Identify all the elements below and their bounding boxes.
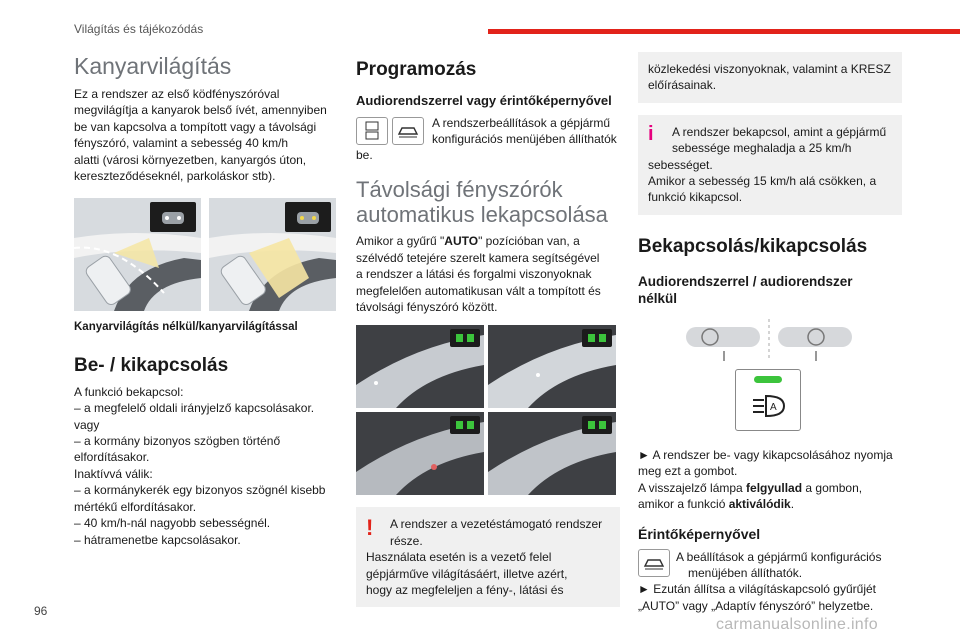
- warning-note-continued: közlekedési viszonyoknak, valamint a KRESZ előírásainak.: [638, 52, 902, 103]
- headlight-indicator-badge: [150, 202, 196, 232]
- control-illustration: [638, 313, 902, 445]
- cornering-illustrations: [74, 198, 336, 311]
- paragraph-kanyarvilagitas: Ez a rendszer az első ködfényszóróval megvilágítja a kanyarok belső ívét, amennyiben be van kapcsolva a tompított vagy a távolsági fényszóró, valamint a sebesség 40 km/h alatti (városi környezetben, kanyargós úton, kereszteződéseknél, parkoláskor stb).: [74, 87, 327, 184]
- touchscreen-row: A beállítások a gépjármű konfigurációs menüjében állíthatók.: [638, 549, 902, 581]
- beam-indicator-icon: [450, 329, 480, 347]
- car-settings-icon: [638, 549, 670, 577]
- heading-tavolsagi-fenyszorok: Távolsági fényszórók automatikus lekapcsolása: [356, 177, 608, 228]
- warning-note: ! A rendszer a vezetéstámogató rendszer része. Használata esetén is a vezető felel gépjárműve világításáért, illetve azért, hogy az megfeleljen a fény-, látási és: [356, 507, 620, 607]
- column-1: [74, 52, 336, 548]
- illustration-caption: Kanyarvilágítás nélkül/kanyarvilágítással: [74, 321, 298, 334]
- illustration-high-beam-4: [488, 412, 616, 495]
- header-accent-bar: [488, 29, 960, 34]
- page-number: 96: [34, 604, 48, 618]
- running-header: Világítás és tájékozódás: [74, 22, 204, 36]
- heading-audiorendszer-erintokepernyo: Audiorendszerrel vagy érintőképernyővel: [356, 93, 612, 108]
- programming-row: A rendszerbeállítások a gépjármű konfigurációs menüjében állíthatók: [356, 115, 620, 147]
- heading-bekapcsolas-kikapcsolas: Bekapcsolás/kikapcsolás: [638, 235, 868, 257]
- heading-erintokepernyovel: Érintőképernyővel: [638, 526, 761, 543]
- car-settings-icon: [392, 117, 424, 145]
- heading-programozas: Programozás: [356, 59, 477, 80]
- illustration-high-beam-2: [488, 325, 616, 408]
- info-icon: i: [648, 122, 654, 145]
- warning-icon: !: [366, 515, 374, 541]
- illustration-with-cornering-light: [209, 198, 336, 311]
- column-3: közlekedési viszonyoknak, valamint a KRESZ előírásainak. i A rendszer bekapcsol, amint a gépjármű sebessége meghaladja a 25 km/h sebességet. Amikor a sebesség 15 km/h alá csökken, a funkció kikapcsol. Bekapcsolás/kikapcsolás Audiorendszerrel / audiorendszer nélkül A ► A rendszer be- vagy kikapcsolásához nyomja meg ezt a gombot. A visszajelző lámpa felgyullad a gombon, amikor a funkció aktiválódik. Érintőképernyővel A beállítások a gépjármű konfigurációs menüjében állíthatók. ► Ezután állítsa a világításkapcsoló gyűrűjét „AUTO” vagy „Adaptív fényszóró” helyzetbe.: [638, 52, 902, 614]
- beam-indicator-icon: [582, 329, 612, 347]
- heading-be-kikapcsolas: Be- / kikapcsolás: [74, 354, 229, 376]
- auto-headlamp-icon: [736, 370, 802, 432]
- beam-indicator-icon: [582, 416, 612, 434]
- heading-audiorendszerrel: Audiorendszerrel / audiorendszer nélkül: [638, 273, 853, 306]
- heading-kanyarvilagitas: Kanyarvilágítás: [74, 53, 232, 79]
- audio-system-icon: [356, 117, 388, 145]
- paragraph-tavolsagi: Amikor a gyűrű "AUTO" pozícióban van, a szélvédő tetejére szerelt kamera segítségével a rendszer a látási és forgalmi viszonyoknak megfelelően automatikusan vált a tompított és távolsági fényszóró között.: [356, 234, 601, 315]
- beam-indicator-icon: [450, 416, 480, 434]
- high-beam-illustrations: [356, 325, 620, 495]
- column-2: Programozás Audiorendszerrel vagy érintőképernyővel A rendszerbeállítások a gépjármű konfigurációs menüjében állíthatók be. Távolsági fényszórók automatikus lekapcsolása Amikor a gyűrű "AUTO" pozícióban van, a szélvédő tetejére szerelt kamera segítségével a rendszer a látási és forgalmi viszonyoknak megfelelően automatikusan vált a tompított és távolsági fényszóró között. ! A rendszer a vezetéstámogató rendszer része. Használata esetén is a vezető felel gépjárműve világításáért, illetve azért, hogy az megfeleljen a fény-, látási és: [356, 58, 620, 607]
- paragraph-button-usage: ► A rendszer be- vagy kikapcsolásához nyomja meg ezt a gombot. A visszajelző lámpa felgyullad a gombon, amikor a funkció aktiválódik.: [638, 447, 893, 512]
- auto-high-beam-button[interactable]: [735, 369, 801, 431]
- list-be-kikapcsolas: A funkció bekapcsol: – a megfelelő oldali irányjelző kapcsolásakor. vagy – a kormány bizonyos szögben történő elfordításakor. Inaktívvá válik: – a kormánykerék egy bizonyos szögnél kisebb mértékű elfordításakor. – 40 km/h-nál nagyobb sebességnél. – hátramenetbe kapcsolásakor.: [74, 384, 326, 547]
- illustration-high-beam-3: [356, 412, 484, 495]
- illustration-high-beam-1: [356, 325, 484, 408]
- steering-stalk-icon: [638, 313, 902, 373]
- watermark: carmanualsonline.info: [716, 616, 878, 633]
- illustration-without-cornering-light: [74, 198, 201, 311]
- svg-text:A: A: [770, 401, 777, 413]
- info-note: i A rendszer bekapcsol, amint a gépjármű sebessége meghaladja a 25 km/h sebességet. Amikor a sebesség 15 km/h alá csökken, a funkció kikapcsol.: [638, 115, 902, 215]
- headlight-indicator-badge: [285, 202, 331, 232]
